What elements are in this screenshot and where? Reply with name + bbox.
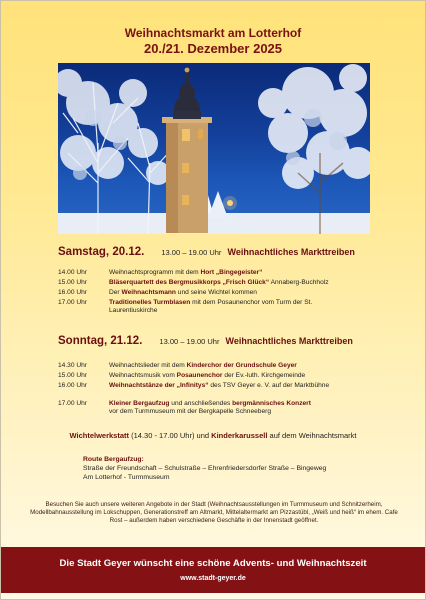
poster: Weihnachtsmarkt am Lotterhof 20./21. Dezember 2025 Samstag, 20.12. 13.00 – 19.00 Uhr Weihnachtliches Markttreiben 14.00 Uhr Weihnachtsprogramm mit dem Hort „Bingegeister“ 15.00 Uhr Bläserquartett des Bergmusikkorps „Frisch Glück“ Annaberg-Buchholz 16.00 Uhr Der Weihnachtsmann und seine Wichtel kommen 17.00 Uhr Traditionelles Turmblasen mit dem Posaunenchor vom Turm der St. Laurentiuskirche Sonntag, 21.12. 13.00 – 19.00 Uhr Weihnachtliches Markttreiben 14.30 Uhr Weihnachtslieder mit dem Kinderchor der Grundschule Geyer 15.00 Uhr Weihnachtsmusik vom Posaunenchor der Ev.-luth. Kirchgemeinde 16.00 Uhr Weihnachtstänze der „Infinitys“ des TSV Geyer e. V. auf der Marktbühne 17.00 Uhr Kleiner Bergaufzug und anschließendes bergmännisches Konzert vor dem Turmmuseum mit der Bergkapelle Schneeberg Wichtelwerkstatt (14.30 - 17.00 Uhr) und Kinderkarussell auf dem Weihnachtsmarkt Route Bergaufzug: Straße der Freundschaft – Schulstraße – Ehrenfriedersdorfer Straße – Bingeweg Am Lotterhof - Turmmuseum Besuchen Sie auch unsere weiteren Angebote in der Stadt (Weihnachtsausstellungen im Turmmuseum und Schnitzerheim, Modellbahnausstellung im Lokschuppen, Generationstreff am Altmarkt, Mittelaltermarkt am Pizzastübl, „Weiß und heiß“ im ehem. Cafe Rost – außerdem haben verschiedene Geschäfte in der Innenstadt geöffnet. Die Stadt Geyer wünscht eine schöne Advents- und Weihnachtszeit www.stadt-geyer.de [0,0,426,600]
sunday-time: 13.00 – 19.00 Uhr [159,337,220,346]
sunday-header [58,335,353,347]
route-label: Route Bergaufzug: [83,456,144,463]
poster-dates: 20./21. Dezember 2025 [143,41,283,56]
footer-website-link[interactable]: www.stadt-geyer.de [180,575,246,582]
workshop-line: Wichtelwerkstatt (14.30 - 17.00 Uhr) und Kinderkarussell auf dem Weihnachtsmarkt [69,431,357,440]
saturday-header [58,246,355,258]
footer-greeting: Die Stadt Geyer wünscht eine schöne Advents- und Weihnachtszeit [59,558,367,569]
saturday-day: Samstag, 20.12. [58,246,145,258]
route-block [83,455,326,482]
footer-banner [1,547,425,593]
sunday-slogan: Weihnachtliches Markttreiben [225,336,353,346]
route-line2: Am Lotterhof - Turmmuseum [83,474,170,481]
info-note: Besuchen Sie auch unsere weiteren Angebote in der Stadt (Weihnachtsausstellungen im Turmmuseum und Schnitzerheim, Modellbahnausstellung im Lokschuppen, Generationstreff am Altmarkt, Mittelaltermarkt am Pizzastübl, „Weiß und heiß“ im ehem. Cafe Rost – außerdem haben verschiedene Geschäfte in der Innenstadt geöffnet. [30,501,398,524]
church-tower-photo [58,63,370,234]
saturday-slogan: Weihnachtliches Markttreiben [227,247,355,257]
sunday-day: Sonntag, 21.12. [58,335,143,347]
poster-title: Weihnachtsmarkt am Lotterhof [124,26,302,40]
route-line1: Straße der Freundschaft – Schulstraße – Ehrenfriedersdorfer Straße – Bingeweg [83,465,327,472]
church-tower-illustration [58,63,370,234]
saturday-time: 13.00 – 19.00 Uhr [161,248,222,257]
